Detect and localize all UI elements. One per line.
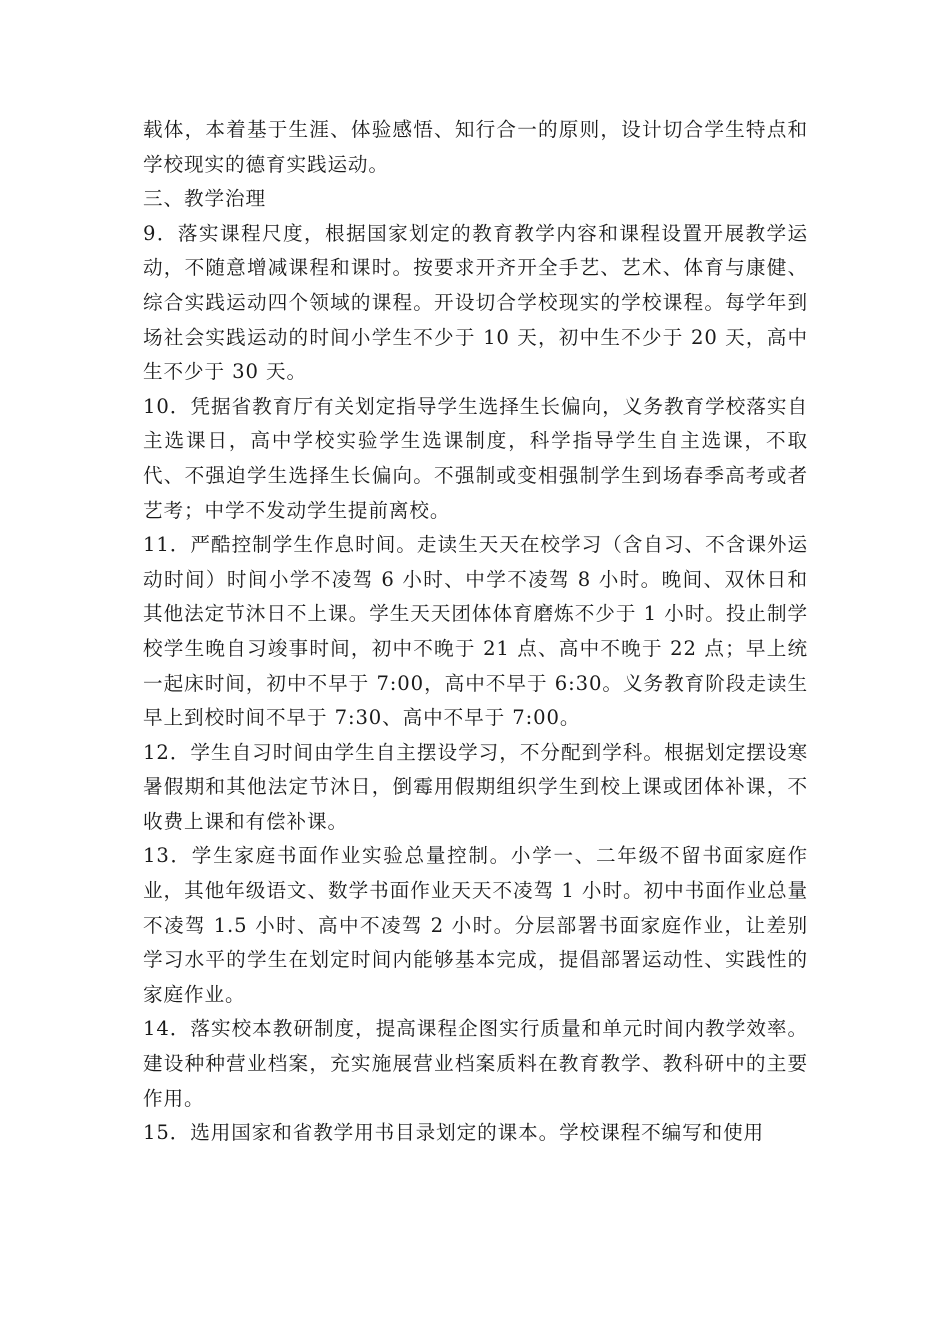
paragraph-item-12: 12．学生自习时间由学生自主摆设学习，不分配到学科。根据划定摆设寒暑假期和其他法定节沐日，倒霉用假期组织学生到校上课或团体补课，不收费上课和有偿补课。 — [143, 740, 808, 833]
paragraph-moral-practice: 载体，本着基于生涯、体验感悟、知行合一的原则，设计切合学生特点和学校现实的德育实践运动。 — [143, 118, 808, 176]
document-body — [143, 113, 808, 1151]
paragraph-item-13: 13．学生家庭书面作业实验总量控制。小学一、二年级不留书面家庭作业，其他年级语文、数学书面作业天天不凌驾 1 小时。初中书面作业总量不凌驾 1.5 小时、高中不凌驾 2 小时。分层部署书面家庭作业，让差别学习水平的学生在划定时间内能够基本完成，提倡部署运动性、实践性的家庭作业。 — [143, 844, 808, 1006]
section-heading-teaching-management: 三、教学治理 — [143, 187, 266, 211]
paragraph-item-15: 15．选用国家和省教学用书目录划定的课本。学校课程不编写和使用 — [143, 1121, 765, 1145]
paragraph-item-10: 10．凭据省教育厅有关划定指导学生选择生长偏向，义务教育学校落实自主选课日，高中学校实验学生选课制度，科学指导学生自主选课，不取代、不强迫学生选择生长偏向。不强制或变相强制学生到场春季高考或者艺考；中学不发动学生提前离校。 — [143, 394, 808, 522]
paragraph-item-9: 9．落实课程尺度，根据国家划定的教育教学内容和课程设置开展教学运动，不随意增减课程和课时。按要求开齐开全手艺、艺术、体育与康健、综合实践运动四个领域的课程。开设切合学校现实的学校课程。每学年到场社会实践运动的时间小学生不少于 10 天，初中生不少于 20 天，高中生不少于 30 天。 — [143, 221, 808, 384]
paragraph-item-14: 14．落实校本教研制度，提高课程企图实行质量和单元时间内教学效率。建设种种营业档案，充实施展营业档案质料在教育教学、教科研中的主要作用。 — [143, 1017, 808, 1110]
paragraph-item-11: 11．严酷控制学生作息时间。走读生天天在校学习（含自习、不含课外运动时间）时间小学不凌驾 6 小时、中学不凌驾 8 小时。晚间、双休日和其他法定节沐日不上课。学生天天团体体育磨炼不少于 1 小时。投止制学校学生晚自习竣事时间，初中不晚于 21 点、高中不晚于 22 点；早上统一起床时间，初中不早于 7:00，高中不早于 6:30。义务教育阶段走读生早上到校时间不早于 7:30、高中不早于 7:00。 — [143, 533, 808, 730]
